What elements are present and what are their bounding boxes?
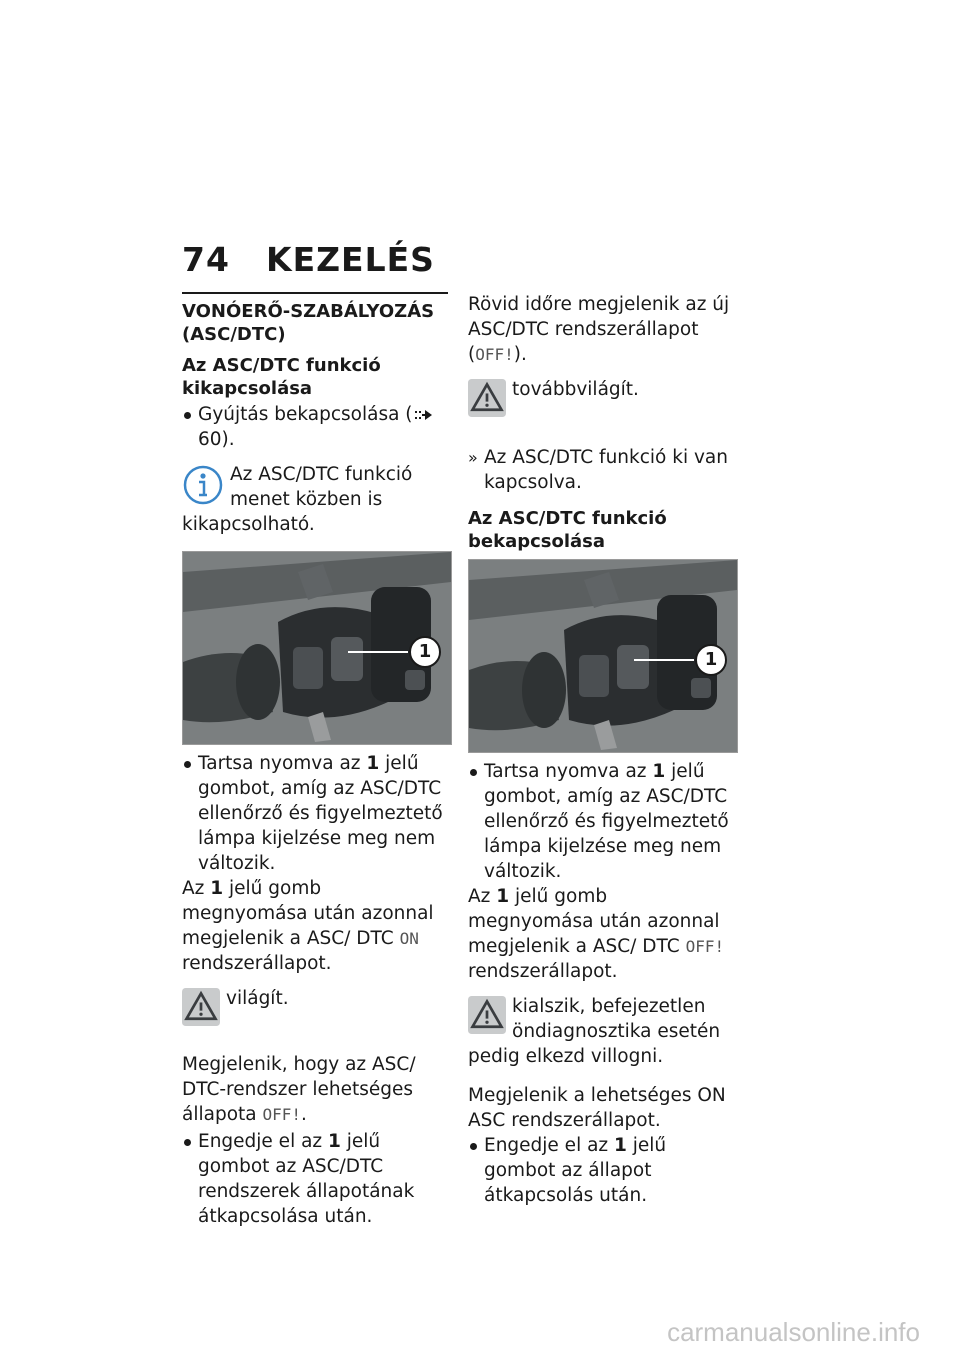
section-title: VONÓERŐ-SZABÁLYOZÁS (ASC/DTC) bbox=[182, 301, 435, 345]
warning-lamp-icon bbox=[468, 379, 506, 417]
chapter-title: KEZELÉS bbox=[266, 240, 435, 279]
bullet-dot bbox=[184, 412, 191, 419]
handlebar-photo-left bbox=[182, 551, 452, 745]
warning-note-text: világít. bbox=[226, 988, 289, 1009]
subsection-title-off: Az ASC/DTC funkció kikapcsolása bbox=[182, 355, 381, 399]
handlebar-photo-right bbox=[468, 559, 738, 753]
paragraph-off-state: Az 1 jelű gomb megnyomása után azonnal megjelenik a ASC/ DTC OFF! rendszerállapot. bbox=[468, 886, 725, 982]
callout-badge: 1 bbox=[409, 636, 441, 668]
warning-note-text: továbbvilágít. bbox=[512, 379, 639, 400]
bullet-release-button: Engedje el az 1 jelű gombot az állapot átkapcsolás után. bbox=[468, 1133, 738, 1208]
bullet-dot bbox=[470, 769, 477, 776]
bullet-dot bbox=[184, 761, 191, 768]
result-asc-off: » Az ASC/DTC funkció ki van kapcsolva. bbox=[468, 447, 728, 493]
warning-note-off bbox=[468, 994, 738, 1069]
bullet-release-button: Engedje el az 1 jelű gombot az ASC/DTC rendszerek állapotának átkapcsolása után. bbox=[182, 1129, 452, 1229]
bullet-dot bbox=[470, 1143, 477, 1150]
page-number: 74 bbox=[182, 240, 230, 279]
warning-lamp-icon bbox=[182, 988, 220, 1026]
warning-note-on bbox=[182, 986, 452, 1036]
info-note bbox=[182, 462, 452, 537]
subsection-title-on: Az ASC/DTC funkció bekapcsolása bbox=[468, 508, 667, 552]
bullet-ignition: Gyújtás bekapcsolása (60). bbox=[182, 402, 452, 452]
info-note-text: Az ASC/DTC funkció menet közben is kikapcsolható. bbox=[182, 464, 413, 535]
bullet-dot bbox=[184, 1139, 191, 1146]
page-header bbox=[182, 240, 452, 284]
watermark: carmanualsonline.info bbox=[667, 1317, 920, 1347]
bullet-hold-button: Tartsa nyomva az 1 jelű gombot, amíg az ASC/DTC ellenőrző és figyelmeztető lámpa kijelzése meg nem változik. bbox=[468, 759, 738, 884]
callout-badge: 1 bbox=[695, 644, 727, 676]
paragraph-on-state: Az 1 jelű gomb megnyomása után azonnal megjelenik a ASC/ DTC ON rendszerállapot. bbox=[182, 878, 434, 974]
bullet-hold-button: Tartsa nyomva az 1 jelű gombot, amíg az ASC/DTC ellenőrző és figyelmeztető lámpa kijelzése meg nem változik. bbox=[182, 751, 452, 876]
warning-lamp-icon bbox=[468, 996, 506, 1034]
result-marker: » bbox=[468, 448, 478, 467]
warning-note-continues bbox=[468, 377, 738, 427]
page-ref-link[interactable]: 60). bbox=[198, 429, 235, 450]
paragraph-new-state: Rövid időre megjelenik az új ASC/DTC rendszerállapot (OFF!). bbox=[468, 294, 730, 365]
arrow-right-icon bbox=[413, 409, 433, 421]
left-column bbox=[182, 300, 452, 1229]
paragraph-on-possible: Megjelenik a lehetséges ON ASC rendszerállapot. bbox=[468, 1085, 726, 1131]
info-icon bbox=[182, 464, 224, 506]
header-rule bbox=[182, 292, 448, 294]
paragraph-possible-state: Megjelenik, hogy az ASC/ DTC-rendszer lehetséges állapota OFF!. bbox=[182, 1054, 416, 1125]
right-column bbox=[468, 292, 738, 1208]
warning-note-text: kialszik, befejezetlen öndiagnosztika esetén pedig elkezd villogni. bbox=[468, 996, 721, 1067]
